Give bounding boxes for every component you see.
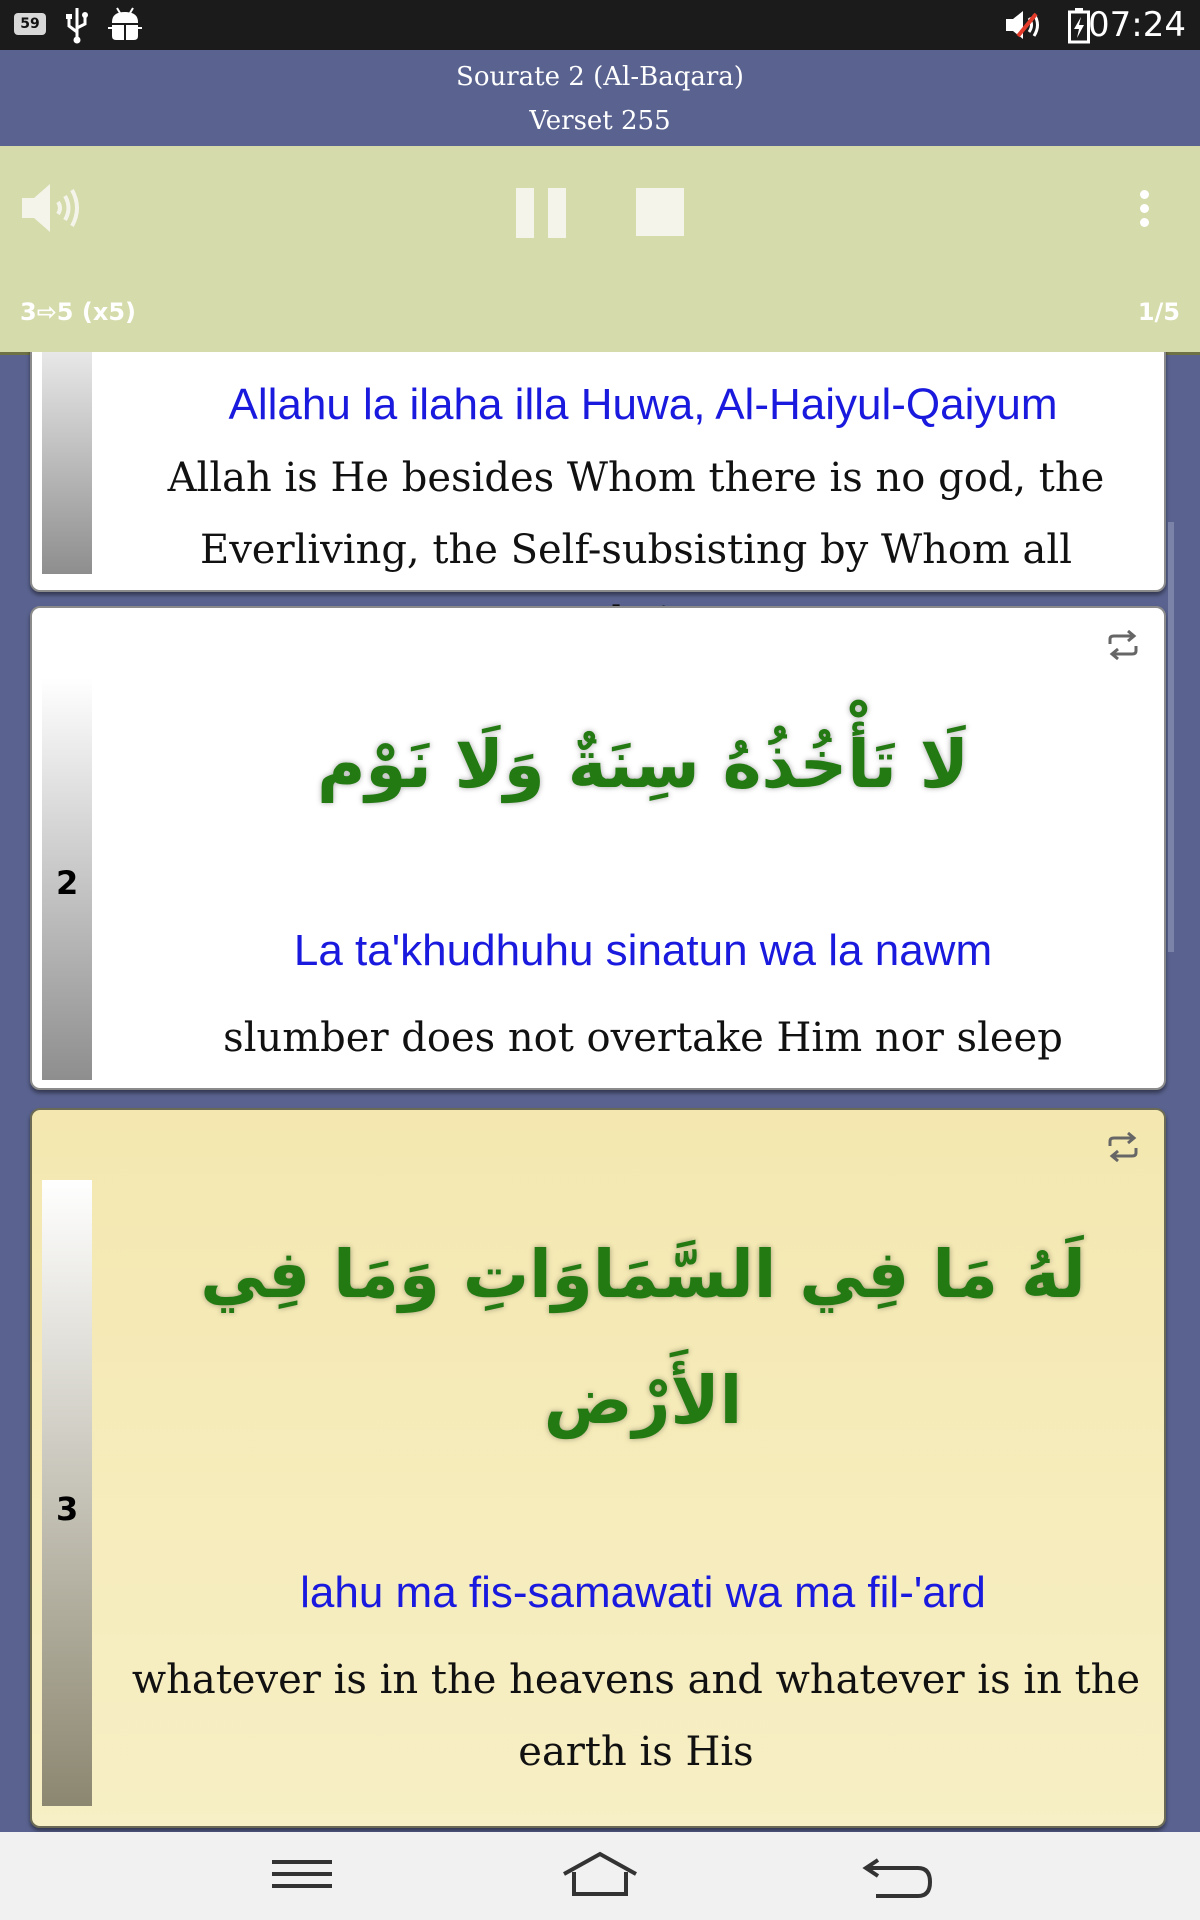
segment-transliteration: Allahu la ilaha illa Huwa, Al-Haiyul-Qaiyum — [228, 380, 1058, 429]
system-navigation-bar — [0, 1832, 1200, 1920]
segment-number: 2 — [56, 864, 79, 902]
segment-translation: Allah is He besides Whom there is no god, the Everliving, the Self-subsisting by Whom all — [167, 455, 1105, 573]
page-header — [0, 50, 1200, 146]
clock: 07:24 — [1088, 5, 1186, 45]
overflow-menu-icon[interactable] — [1140, 190, 1152, 232]
page-indicator: 1/5 — [1137, 298, 1180, 326]
pause-button[interactable] — [516, 188, 566, 238]
list-scrollbar[interactable] — [1168, 522, 1174, 952]
segment-translation: slumber does not overtake Him nor sleep — [223, 1015, 1063, 1061]
home-icon[interactable] — [560, 1850, 640, 1900]
stop-button[interactable] — [636, 188, 684, 236]
back-icon[interactable] — [862, 1856, 934, 1900]
segment-transliteration: La ta'khudhuhu sinatun wa la nawm — [293, 926, 993, 975]
battery-charging-icon — [1068, 8, 1090, 44]
segment-arabic-line-1: لَهُ مَا فِي السَّمَاوَاتِ وَمَا فِي — [200, 1236, 1086, 1313]
pause-icon — [516, 188, 534, 238]
segment-arabic: لَا تَأْخُذُهُ سِنَةٌ وَلَا نَوْم — [317, 726, 969, 803]
speaker-icon[interactable] — [18, 176, 82, 240]
segment-gutter — [42, 352, 92, 574]
segment-arabic-line-2: الأَرْض — [543, 1362, 743, 1439]
verse-segment-card-1[interactable] — [30, 352, 1166, 592]
segment-transliteration: lahu ma fis-samawati wa ma fil-'ard — [300, 1568, 986, 1617]
notification-count-badge: 59 — [14, 13, 46, 35]
segment-translation: whatever is in the heavens and whatever is in the earth is His — [131, 1657, 1141, 1775]
repeat-icon[interactable] — [1106, 1132, 1140, 1162]
verse-segment-card-3[interactable] — [30, 1108, 1166, 1828]
status-bar — [0, 0, 1200, 50]
menu-icon[interactable] — [270, 1856, 334, 1892]
mute-icon — [1004, 8, 1046, 42]
repeat-range-label: 3⇨5 (x5) — [20, 298, 136, 326]
surah-title: Sourate 2 (Al-Baqara) — [456, 62, 744, 92]
verse-segment-list[interactable] — [0, 352, 1200, 1832]
audio-player-bar — [0, 146, 1200, 355]
repeat-icon[interactable] — [1106, 630, 1140, 660]
android-debug-icon — [108, 6, 142, 44]
usb-icon — [64, 6, 90, 44]
segment-number: 3 — [56, 1490, 79, 1528]
verse-segment-card-2[interactable] — [30, 606, 1166, 1090]
verse-title: Verset 255 — [529, 106, 671, 136]
